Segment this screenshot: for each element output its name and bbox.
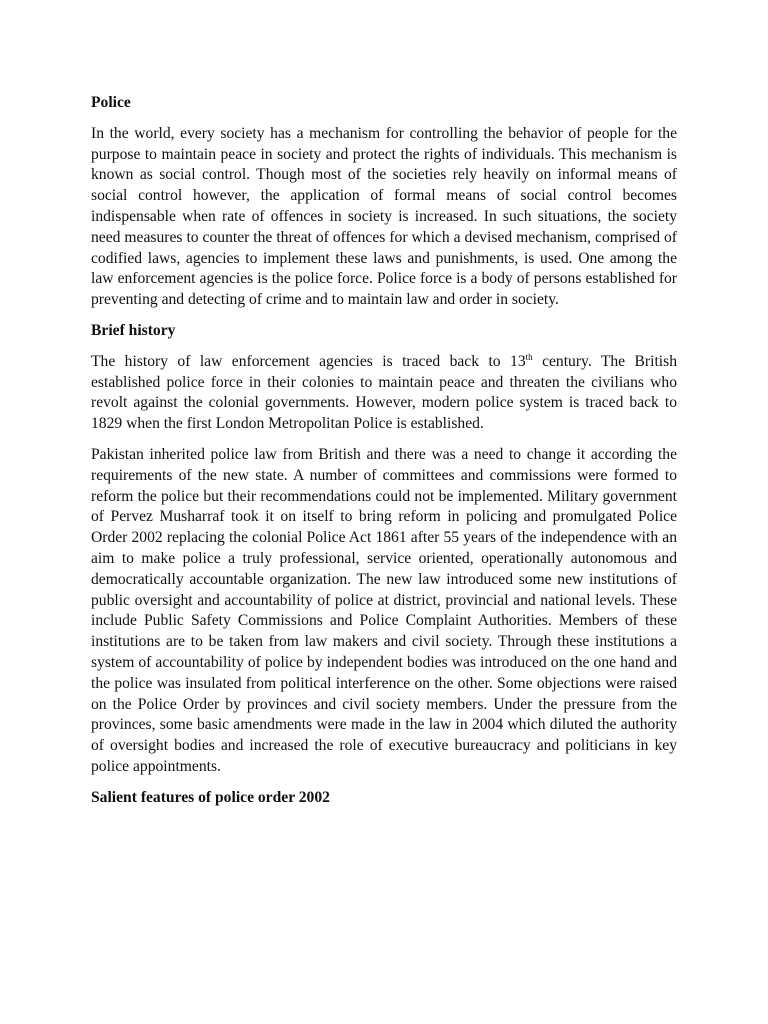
section-heading-salient-features: Salient features of police order 2002 — [91, 788, 330, 806]
ordinal-superscript: th — [525, 351, 533, 362]
paragraph-history-origins — [91, 352, 677, 435]
section-heading-police: Police — [91, 94, 131, 111]
section-heading-brief-history: Brief history — [91, 321, 176, 339]
paragraph-police-intro: In the world, every society has a mechanism for controlling the behavior of people for the purpose to maintain peace in society and protect the rights of individuals. This mechanism is known as social control. Though most of the societies rely heavily on informal means of social control however, the application of formal means of social control becomes indispensable when rate of offences in society is increased. In such situations, the society need measures to counter the threat of offences for which a devised mechanism, comprised of codified laws, agencies to implement these laws and punishments, is used. One among the law enforcement agencies is the police force. Police force is a body of persons established for preventing and detecting of crime and to maintain law and order in society. — [91, 124, 677, 309]
document-body — [91, 93, 677, 819]
history-text-after-superscript: century. The British established police force in their colonies to maintain peace and threaten the civilians who revolt against the colonial governments. However, modern police system is traced back to 1829 when the first London Metropolitan Police is established. — [91, 352, 677, 433]
paragraph-pakistan-police-law: Pakistan inherited police law from British and there was a need to change it according the requirements of the new state. A number of committees and commissions were formed to reform the police but their recommendations could not be implemented. Military government of Pervez Musharraf took it on itself to bring reform in policing and promulgated Police Order 2002 replacing the colonial Police Act 1861 after 55 years of the independence with an aim to make police a truly professional, service oriented, operationally autonomous and democratically accountable organization. The new law introduced some new institutions of public oversight and accountability of police at district, provincial and national levels. These include Public Safety Commissions and Police Complaint Authorities. Members of these institutions are to be taken from law makers and civil society. Through these institutions a system of accountability of police by independent bodies was introduced on the one hand and the police was insulated from political interference on the other. Some objections were raised on the Police Order by provinces and civil society members. Under the pressure from the provinces, some basic amendments were made in the law in 2004 which diluted the authority of oversight bodies and increased the role of executive bureaucracy and politicians in key police appointments. — [91, 445, 677, 775]
history-text-before-superscript: The history of law enforcement agencies is traced back to 13 — [91, 352, 526, 370]
